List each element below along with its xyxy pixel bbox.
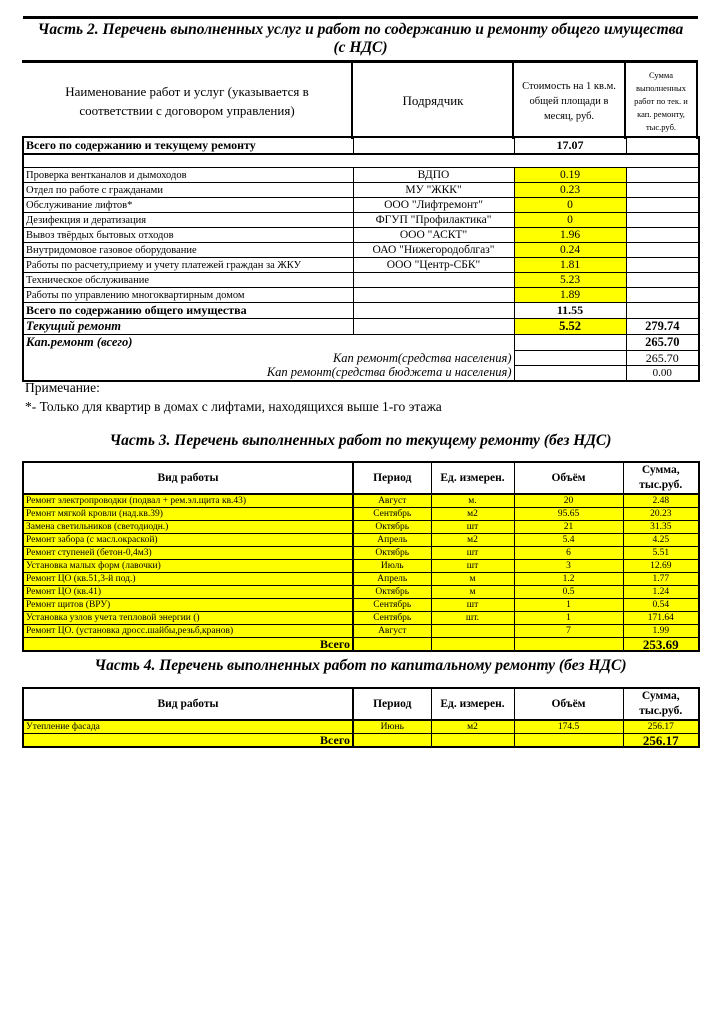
column-header: Ед. измерен. — [431, 462, 514, 494]
service-cost: 1.89 — [514, 288, 626, 303]
current-repair-row — [23, 319, 699, 335]
header-cost: Стоимость на 1 кв.м. общей площади в месяц, руб. — [522, 80, 616, 122]
work-volume: 6 — [514, 547, 623, 560]
work-sum: 1.24 — [623, 586, 699, 599]
header-name: Наименование работ и услуг (указывается в соответствии с договором управления) — [65, 84, 309, 118]
row-label: Всего по содержанию и текущему ремонту — [23, 137, 353, 154]
work-period: Октябрь — [353, 547, 431, 560]
work-sum: 2.48 — [623, 494, 699, 508]
service-contractor: ООО "Лифтремонт" — [353, 198, 514, 213]
capital-repair-population-row — [23, 351, 699, 366]
total-label: Всего — [23, 734, 353, 748]
service-cost: 0 — [514, 213, 626, 228]
column-header: Ед. измерен. — [431, 688, 514, 720]
service-name: Работы по расчету,приему и учету платежей граждан за ЖКУ — [23, 258, 353, 273]
work-period: Октябрь — [353, 521, 431, 534]
work-volume: 21 — [514, 521, 623, 534]
service-row — [23, 258, 699, 273]
work-sum: 1.99 — [623, 625, 699, 638]
column-header: Сумма, тыс.руб. — [623, 688, 699, 720]
service-row — [23, 213, 699, 228]
service-contractor — [353, 273, 514, 288]
work-volume: 1 — [514, 599, 623, 612]
work-period: Апрель — [353, 573, 431, 586]
header-sum: Сумма выполненных работ по тек. и кап. ремонту, тыс.руб. — [634, 69, 688, 132]
work-row — [23, 494, 699, 508]
note-text: *- Только для квартир в домах с лифтами, находящихся выше 1-го этажа — [25, 399, 442, 414]
work-row — [23, 573, 699, 586]
part4-table — [22, 687, 700, 748]
work-name: Ремонт ЦО (кв.41) — [23, 586, 353, 599]
capital-repair-total-row — [23, 335, 699, 351]
column-header: Объём — [514, 462, 623, 494]
row-cost: 11.55 — [514, 303, 626, 319]
service-row — [23, 183, 699, 198]
service-name: Внутридомовое газовое оборудование — [23, 243, 353, 258]
service-contractor: ООО "Центр-СБК" — [353, 258, 514, 273]
column-header: Объём — [514, 688, 623, 720]
work-period: Октябрь — [353, 586, 431, 599]
work-row — [23, 508, 699, 521]
row-sum: 265.70 — [626, 335, 699, 351]
work-name: Ремонт ЦО (кв.51,3-й под.) — [23, 573, 353, 586]
spacer-row — [23, 154, 699, 168]
work-name: Ремонт ЦО. (установка дросс.шайбы,резьб,кранов) — [23, 625, 353, 638]
top-rule — [23, 16, 698, 19]
work-volume: 5.4 — [514, 534, 623, 547]
work-volume: 0.5 — [514, 586, 623, 599]
service-cost: 0 — [514, 198, 626, 213]
work-volume: 1.2 — [514, 573, 623, 586]
work-name: Установка малых форм (лавочки) — [23, 560, 353, 573]
work-volume: 20 — [514, 494, 623, 508]
service-contractor: ВДПО — [353, 168, 514, 183]
row-label: Всего по содержанию общего имущества — [23, 303, 353, 319]
part3-table — [22, 461, 700, 652]
column-header: Вид работы — [23, 688, 353, 720]
work-volume: 174.5 — [514, 720, 623, 734]
work-unit: м2 — [431, 508, 514, 521]
work-row — [23, 612, 699, 625]
service-row — [23, 168, 699, 183]
service-cost: 0.23 — [514, 183, 626, 198]
work-row — [23, 521, 699, 534]
column-header: Вид работы — [23, 462, 353, 494]
work-row — [23, 560, 699, 573]
work-period: Сентябрь — [353, 612, 431, 625]
part3-title: Часть 3. Перечень выполненных работ по текущему ремонту (без НДС) — [109, 432, 612, 449]
work-period: Сентябрь — [353, 599, 431, 612]
row-label: Текущий ремонт — [23, 319, 353, 335]
service-row — [23, 198, 699, 213]
service-contractor — [353, 288, 514, 303]
service-name: Вывоз твёрдых бытовых отходов — [23, 228, 353, 243]
work-unit: м2 — [431, 534, 514, 547]
work-row — [23, 599, 699, 612]
work-row — [23, 720, 699, 734]
service-cost: 5.23 — [514, 273, 626, 288]
part4-title: Часть 4. Перечень выполненных работ по капитальному ремонту (без НДС) — [94, 657, 627, 674]
part2-table — [22, 136, 700, 382]
row-sum: 279.74 — [626, 319, 699, 335]
work-row — [23, 586, 699, 599]
part2-title-line1: Часть 2. Перечень выполненных услуг и работ по содержанию и ремонту общего имущества — [37, 21, 684, 38]
part2-title — [23, 21, 698, 57]
row-cost: 17.07 — [514, 137, 626, 154]
part4-header-row — [23, 688, 699, 720]
service-cost: 0.19 — [514, 168, 626, 183]
row-sum: 0.00 — [626, 366, 699, 382]
note-title: Примечание: — [25, 380, 100, 395]
work-period: Апрель — [353, 534, 431, 547]
row-sum: 265.70 — [626, 351, 699, 366]
service-name: Отдел по работе с гражданами — [23, 183, 353, 198]
work-name: Ремонт забора (с масл.окраской) — [23, 534, 353, 547]
service-name: Обслуживание лифтов* — [23, 198, 353, 213]
work-sum: 4.25 — [623, 534, 699, 547]
work-volume: 1 — [514, 612, 623, 625]
work-unit: м2 — [431, 720, 514, 734]
service-row — [23, 228, 699, 243]
work-unit — [431, 625, 514, 638]
work-sum: 256.17 — [623, 720, 699, 734]
column-header: Период — [353, 688, 431, 720]
service-cost: 0.24 — [514, 243, 626, 258]
part3-total-row — [23, 638, 699, 652]
work-sum: 20.23 — [623, 508, 699, 521]
service-contractor: ФГУП "Профилактика" — [353, 213, 514, 228]
divider — [696, 63, 698, 139]
work-volume: 95.65 — [514, 508, 623, 521]
work-sum: 171.64 — [623, 612, 699, 625]
part2-title-line2: (с НДС) — [333, 39, 388, 56]
work-unit: м. — [431, 494, 514, 508]
work-period: Август — [353, 625, 431, 638]
work-unit: шт — [431, 560, 514, 573]
service-contractor: ОАО "Нижегородоблгаз" — [353, 243, 514, 258]
part3-header-row — [23, 462, 699, 494]
service-row — [23, 288, 699, 303]
service-name: Дезифекция и дератизация — [23, 213, 353, 228]
total-common-property-row — [23, 303, 699, 319]
work-unit: шт — [431, 599, 514, 612]
part2-header — [22, 60, 698, 139]
work-sum: 5.51 — [623, 547, 699, 560]
work-period: Сентябрь — [353, 508, 431, 521]
row-label: Кап ремонт(средства бюджета и населения) — [23, 366, 514, 382]
work-name: Утепление фасада — [23, 720, 353, 734]
work-unit: м — [431, 586, 514, 599]
work-period: Август — [353, 494, 431, 508]
capital-repair-budget-row — [23, 366, 699, 382]
row-label: Кап.ремонт (всего) — [23, 335, 514, 351]
work-unit: шт. — [431, 612, 514, 625]
total-sum: 256.17 — [623, 734, 699, 748]
work-sum: 31.35 — [623, 521, 699, 534]
total-label: Всего — [23, 638, 353, 652]
row-label: Кап ремонт(средства населения) — [23, 351, 514, 366]
work-volume: 7 — [514, 625, 623, 638]
work-row — [23, 547, 699, 560]
service-row — [23, 243, 699, 258]
service-contractor: МУ "ЖКК" — [353, 183, 514, 198]
total-sum: 253.69 — [623, 638, 699, 652]
work-name: Замена светильников (светодиодн.) — [23, 521, 353, 534]
service-name: Техническое обслуживание — [23, 273, 353, 288]
service-contractor: ООО "АСКТ" — [353, 228, 514, 243]
service-cost: 1.81 — [514, 258, 626, 273]
work-unit: шт — [431, 521, 514, 534]
column-header: Период — [353, 462, 431, 494]
service-cost: 1.96 — [514, 228, 626, 243]
work-unit: м — [431, 573, 514, 586]
work-sum: 12.69 — [623, 560, 699, 573]
work-row — [23, 534, 699, 547]
service-row — [23, 273, 699, 288]
work-name: Ремонт ступеней (бетон-0,4м3) — [23, 547, 353, 560]
work-volume: 3 — [514, 560, 623, 573]
work-period: Июнь — [353, 720, 431, 734]
part4-total-row — [23, 734, 699, 748]
work-name: Ремонт щитов (ВРУ) — [23, 599, 353, 612]
work-name: Установка узлов учета тепловой энергии () — [23, 612, 353, 625]
row-cost: 5.52 — [514, 319, 626, 335]
work-name: Ремонт электропроводки (подвал + рем.эл.щита кв.43) — [23, 494, 353, 508]
header-contractor: Подрядчик — [402, 93, 464, 108]
service-name: Работы по управлению многоквартирным домом — [23, 288, 353, 303]
work-period: Июль — [353, 560, 431, 573]
work-sum: 0.54 — [623, 599, 699, 612]
work-sum: 1.77 — [623, 573, 699, 586]
work-name: Ремонт мягкой кровли (над.кв.39) — [23, 508, 353, 521]
column-header: Сумма, тыс.руб. — [623, 462, 699, 494]
service-name: Проверка вентканалов и дымоходов — [23, 168, 353, 183]
work-unit: шт — [431, 547, 514, 560]
total-maintenance-row — [23, 137, 699, 154]
work-row — [23, 625, 699, 638]
